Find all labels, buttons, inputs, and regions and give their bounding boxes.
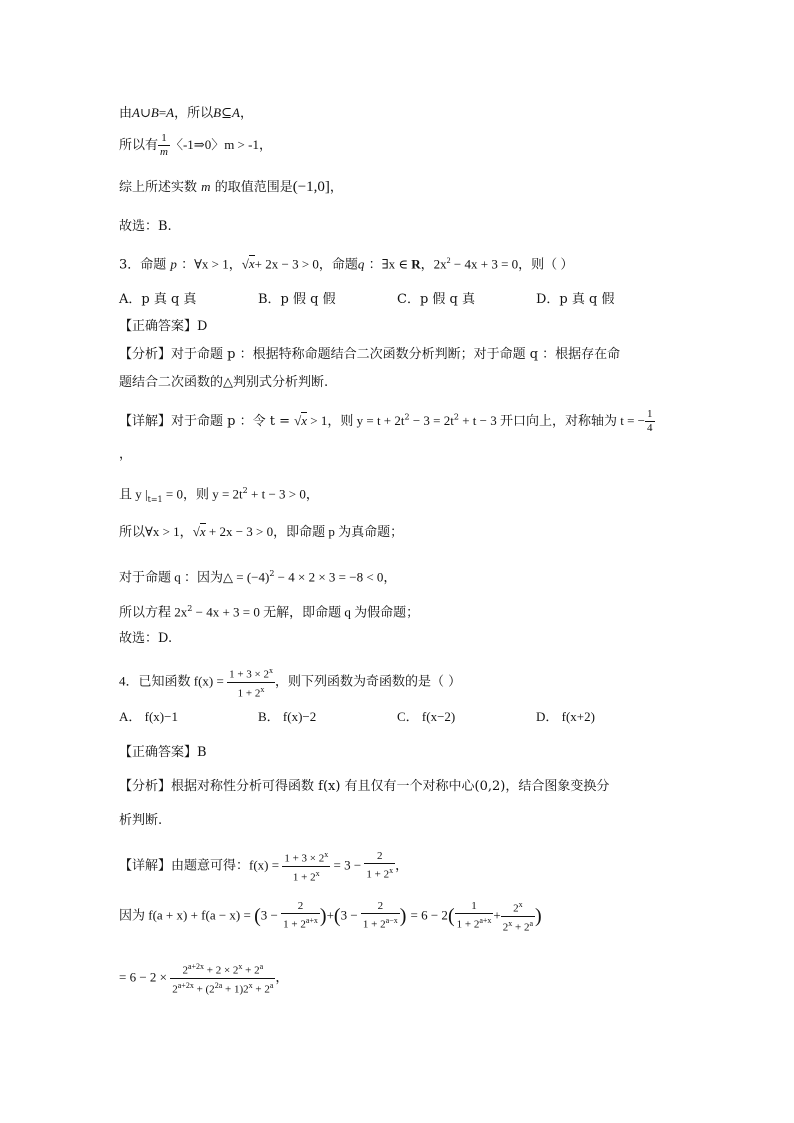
q3-analysis-1: 【分析】对于命题 p ：根据特称命题结合二次函数分析判断；对于命题 q ：根据存在命 <box>119 347 621 362</box>
text: 1 + 2 <box>292 871 316 884</box>
fraction <box>364 850 395 882</box>
subscript: t=1 <box>147 494 163 504</box>
denominator: 4 <box>647 422 653 434</box>
fraction <box>170 960 275 996</box>
q3-and-line <box>119 482 319 509</box>
math: = 6 − 2 <box>410 907 448 923</box>
denominator <box>455 914 494 932</box>
line-union-subset <box>119 104 253 123</box>
denominator <box>282 867 330 885</box>
math: B <box>150 105 159 120</box>
text: + 2 <box>252 983 270 996</box>
exponent: x <box>389 866 394 876</box>
text: 1 + 2 <box>237 687 261 700</box>
math: = 3 − <box>330 857 365 873</box>
text: 综上所述实数 <box>119 180 198 195</box>
q4-option-b: B． f(x)−2 <box>258 709 317 724</box>
text: ， <box>275 970 289 986</box>
fraction <box>501 898 535 934</box>
math: 对于命题 q ：因为△ = (−4) <box>119 569 270 585</box>
exponent: a+2x <box>187 962 204 971</box>
paren: ) <box>535 905 542 928</box>
text: 1 + 2 <box>283 918 306 931</box>
math: m <box>201 179 211 194</box>
text: 所以有 <box>119 138 159 153</box>
q3-answer: 【正确答案】D <box>119 319 208 334</box>
exponent: a+x <box>305 916 318 926</box>
numerator: 2 <box>361 900 400 914</box>
math: + 2x − 3 > 0，命题 <box>254 256 358 272</box>
exponent: x <box>518 900 523 909</box>
q4-option-d: D． f(x+2) <box>536 709 595 724</box>
math: 〈-1⇒0〉m > -1， <box>169 137 272 152</box>
numerator: 1 <box>158 132 170 146</box>
text: + 2 × 2 <box>204 964 239 977</box>
math: 3 − <box>260 907 282 923</box>
numerator <box>170 960 275 979</box>
math: R <box>411 256 421 272</box>
text: ，则下列函数为奇函数的是（ ） <box>275 674 462 690</box>
q4-detail <box>119 848 408 884</box>
math: A <box>132 105 140 120</box>
denominator <box>501 917 535 935</box>
numerator: 1 <box>455 900 494 914</box>
text: + 1)2 <box>222 983 249 996</box>
math: 4．已知函数 f(x) = <box>119 673 228 689</box>
q4-because-line <box>119 898 542 934</box>
paren: ( <box>333 905 341 928</box>
exponent: 2 <box>187 604 193 613</box>
math: − 4x + 3 = 0，则（ ） <box>450 256 574 272</box>
math: = <box>158 105 167 120</box>
exponent: 2 <box>453 412 459 422</box>
q4-option-c: C． f(x−2) <box>397 709 456 724</box>
exponent: x <box>315 868 320 878</box>
paren: ) <box>319 905 327 928</box>
paren: ( <box>447 905 455 928</box>
q4-analysis-1: 【分析】根据对称性分析可得函数 f(x) 有且仅有一个对称中心(0,2)，结合图象变换分 <box>119 779 610 794</box>
math: 且 y | <box>119 486 148 502</box>
denominator <box>281 914 320 932</box>
sqrt: √x <box>192 524 206 539</box>
q3-so-line-2 <box>119 600 419 622</box>
q4-option-a: A． f(x)−1 <box>119 709 178 724</box>
paren: ) <box>399 905 407 928</box>
math: = 6 − 2 × <box>119 969 171 985</box>
exponent: 2a <box>214 980 223 990</box>
q3-comma: ， <box>119 447 133 462</box>
text: 1 + 2 <box>362 918 386 931</box>
math: 【详解】由题意可得：f(x) = <box>119 857 283 873</box>
line-conclusion-range <box>119 178 343 197</box>
math: 3 − <box>340 907 361 923</box>
text: 2 <box>172 983 178 996</box>
radicand: x <box>248 256 255 272</box>
math: q <box>357 256 365 272</box>
fraction <box>361 900 400 932</box>
math: − 4 × 2 × 3 = −8 < 0， <box>274 569 397 585</box>
q3-analysis-2: 题结合二次函数的△判别式分析判断. <box>119 375 329 390</box>
q4-analysis-2: 析判断. <box>119 813 163 828</box>
math: + t − 3 > 0， <box>247 486 319 502</box>
q3-option-a: A．p 真 q 真 <box>119 292 197 307</box>
exponent: x <box>260 684 265 694</box>
fraction <box>455 900 494 932</box>
exponent: x <box>269 666 273 675</box>
math: 因为 f(a + x) + f(a − x) = <box>119 907 255 923</box>
math: > 1，则 y = t + 2t <box>307 413 405 428</box>
question-3-stem <box>119 252 573 274</box>
q4-last-line <box>119 960 288 996</box>
fraction <box>281 900 320 932</box>
q3-option-b: B．p 假 q 假 <box>258 292 336 307</box>
text: ， <box>239 106 253 121</box>
text: 3．命题 <box>119 257 167 273</box>
math: ，2x <box>420 256 447 272</box>
exponent: a <box>529 918 534 928</box>
q3-for-q-line <box>119 565 396 587</box>
text: ， <box>395 858 409 874</box>
math: + <box>493 907 501 923</box>
sqrt: √x <box>241 256 255 272</box>
math: − 3 = 2t <box>409 413 454 428</box>
text: 2 <box>513 902 519 915</box>
paren: ( <box>254 905 261 928</box>
text: 【详解】对于命题 p ：令 t = <box>119 414 295 429</box>
exponent: 2 <box>269 569 275 578</box>
text: ，所以 <box>174 106 214 121</box>
text: 2 <box>182 964 188 977</box>
text: + (2 <box>193 983 215 996</box>
line-so-m <box>119 132 272 159</box>
math: ⊆ <box>221 105 232 120</box>
math: 所以方程 2x <box>119 604 188 620</box>
math: 所以∀x > 1， <box>119 524 193 539</box>
q4-answer: 【正确答案】B <box>119 745 207 760</box>
math: = 0，则 y = 2t <box>162 486 243 502</box>
math: ：∀x > 1， <box>181 256 242 272</box>
q3-choose: 故选：D. <box>119 631 173 646</box>
text: 1 + 3 × 2 <box>284 852 325 865</box>
denominator: m <box>160 146 168 158</box>
math: (−1,0] <box>292 179 330 195</box>
q3-detail <box>119 408 655 435</box>
denominator <box>170 979 275 997</box>
numerator: 2 <box>281 900 320 914</box>
denominator <box>227 683 275 701</box>
fraction <box>227 664 275 700</box>
fraction <box>282 848 330 884</box>
exponent: 2 <box>404 412 410 422</box>
math: A <box>166 105 175 120</box>
q3-option-c: C．p 假 q 真 <box>397 292 475 307</box>
q3-option-d: D．p 真 q 假 <box>536 292 615 307</box>
text: 1 + 3 × 2 <box>229 668 269 681</box>
question-4-stem <box>119 664 461 700</box>
exponent: a+x <box>479 916 492 926</box>
radicand: x <box>301 413 308 428</box>
exponent: a+2x <box>177 980 194 990</box>
radicand: x <box>199 524 206 539</box>
exponent: a <box>259 962 264 971</box>
text: + 2 <box>242 964 260 977</box>
text: + 2 <box>512 921 530 934</box>
math: B <box>213 105 222 120</box>
math: A <box>232 105 240 120</box>
math: ∪ <box>139 105 151 120</box>
math: ：∃x ∈ <box>368 256 412 272</box>
exponent: a−x <box>385 916 398 926</box>
math: + <box>326 907 334 923</box>
text: 1 + 2 <box>456 918 480 931</box>
sqrt: √x <box>294 413 308 428</box>
q3-so-line-1 <box>119 523 403 542</box>
denominator <box>361 914 400 932</box>
text: 的取值范围是 <box>214 180 293 195</box>
exponent: 2 <box>446 256 451 265</box>
choose-b: 故选：B. <box>119 219 172 234</box>
math: p <box>170 256 177 272</box>
numerator <box>282 848 330 867</box>
exponent: x <box>238 962 243 971</box>
text: 2 <box>502 921 509 934</box>
numerator <box>227 664 275 683</box>
math: + 2x − 3 > 0，即命题 p 为真命题； <box>205 524 404 539</box>
numerator <box>501 898 535 917</box>
numerator: 1 <box>647 408 653 420</box>
exponent: x <box>248 980 253 990</box>
exponent: x <box>508 918 513 928</box>
text: ， <box>329 180 343 195</box>
math: − 4x + 3 = 0 无解，即命题 q 为假命题； <box>192 604 420 620</box>
text: 由 <box>119 106 133 121</box>
fraction <box>645 408 655 435</box>
fraction <box>158 132 170 159</box>
text: 1 + 2 <box>366 868 390 881</box>
denominator <box>364 864 395 882</box>
exponent: a <box>269 980 274 990</box>
exponent: x <box>324 850 329 859</box>
numerator: 2 <box>364 850 395 864</box>
math: + t − 3 开口向上，对称轴为 t = − <box>458 413 646 428</box>
exponent: 2 <box>242 486 248 495</box>
